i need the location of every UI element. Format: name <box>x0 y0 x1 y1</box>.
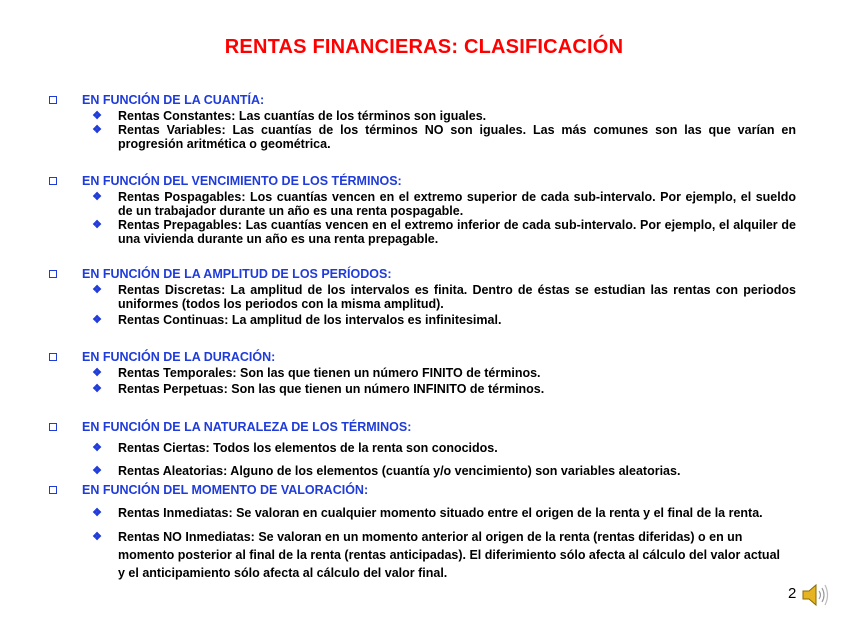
list-item: ❖ Rentas Prepagables: Las cuantías vencen en el extremo inferior de cada sub-intervalo. Por ejemplo, el alquiler de una vivienda durante un año es una renta prepagable. <box>0 218 848 246</box>
square-checkbox-icon <box>49 177 57 185</box>
diamond-bullet-icon: ❖ <box>92 219 102 231</box>
section-heading-text: EN FUNCIÓN DE LA DURACIÓN: <box>82 350 276 364</box>
square-checkbox-icon <box>49 423 57 431</box>
diamond-bullet-icon: ❖ <box>92 314 102 326</box>
square-checkbox-icon <box>49 353 57 361</box>
square-checkbox-icon <box>49 486 57 494</box>
list-item: ❖ Rentas Discretas: La amplitud de los intervalos es finita. Dentro de éstas se estudian las rentas con periodos uniformes (todos los periodos con la misma amplitud). <box>0 283 848 311</box>
list-item: ❖ Rentas Inmediatas: Se valoran en cualquier momento situado entre el origen de la renta y el final de la renta. <box>0 504 848 522</box>
diamond-bullet-icon: ❖ <box>92 367 102 379</box>
list-item: ❖ Rentas Perpetuas: Son las que tienen un número INFINITO de términos. <box>0 382 848 396</box>
square-checkbox-icon <box>49 96 57 104</box>
diamond-bullet-icon: ❖ <box>92 284 102 296</box>
section-amplitud <box>0 267 848 327</box>
diamond-bullet-icon: ❖ <box>92 110 102 122</box>
section-heading <box>0 267 848 283</box>
section-vencimiento <box>0 174 848 246</box>
list-item: ❖ Rentas Continuas: La amplitud de los intervalos es infinitesimal. <box>0 313 848 327</box>
section-heading-text: EN FUNCIÓN DEL VENCIMIENTO DE LOS TÉRMINOS: <box>82 174 402 188</box>
diamond-bullet-icon: ❖ <box>92 442 102 454</box>
page-number: 2 <box>788 585 797 602</box>
diamond-bullet-icon: ❖ <box>92 191 102 203</box>
list-item: ❖ Rentas Ciertas: Todos los elementos de la renta son conocidos. <box>0 441 848 455</box>
section-cuantia <box>0 93 848 151</box>
diamond-bullet-icon: ❖ <box>92 124 102 136</box>
section-valoracion <box>0 483 848 582</box>
section-naturaleza <box>0 420 848 478</box>
list-item: ❖ Rentas Temporales: Son las que tienen un número FINITO de términos. <box>0 366 848 380</box>
section-heading <box>0 350 848 366</box>
square-checkbox-icon <box>49 270 57 278</box>
list-item: ❖ Rentas Variables: Las cuantías de los términos NO son iguales. Las más comunes son las que varían en progresión aritmética o geométrica. <box>0 123 848 151</box>
section-heading <box>0 174 848 190</box>
speaker-icon[interactable] <box>800 582 830 608</box>
section-heading <box>0 93 848 109</box>
diamond-bullet-icon: ❖ <box>92 531 102 543</box>
section-heading-text: EN FUNCIÓN DE LA AMPLITUD DE LOS PERÍODOS: <box>82 267 392 281</box>
list-item: ❖ Rentas Pospagables: Los cuantías vencen en el extremo superior de cada sub-intervalo. Por ejemplo, el sueldo de un trabajador durante un año es una renta pospagable. <box>0 190 848 218</box>
list-item: ❖ Rentas Constantes: Las cuantías de los términos son iguales. <box>0 109 848 123</box>
diamond-bullet-icon: ❖ <box>92 507 102 519</box>
diamond-bullet-icon: ❖ <box>92 383 102 395</box>
slide-title: RENTAS FINANCIERAS: CLASIFICACIÓN <box>224 36 624 58</box>
list-item: ❖ Rentas Aleatorias: Alguno de los elementos (cuantía y/o vencimiento) son variables aleatorias. <box>0 464 848 478</box>
section-heading-text: EN FUNCIÓN DE LA NATURALEZA DE LOS TÉRMINOS: <box>82 420 412 434</box>
list-item: ❖ Rentas NO Inmediatas: Se valoran en un momento anterior al origen de la renta (rentas diferidas) o en un momento posterior al final de la renta (rentas anticipadas). El diferimiento sólo afecta al cálculo del valor actual y el anticipamiento sólo afecta al cálculo del valor final. <box>0 528 848 582</box>
section-heading-text: EN FUNCIÓN DE LA CUANTÍA: <box>82 93 265 107</box>
section-heading <box>0 483 848 499</box>
diamond-bullet-icon: ❖ <box>92 465 102 477</box>
section-heading-text: EN FUNCIÓN DEL MOMENTO DE VALORACIÓN: <box>82 483 369 497</box>
section-duracion <box>0 350 848 396</box>
section-heading <box>0 420 848 436</box>
